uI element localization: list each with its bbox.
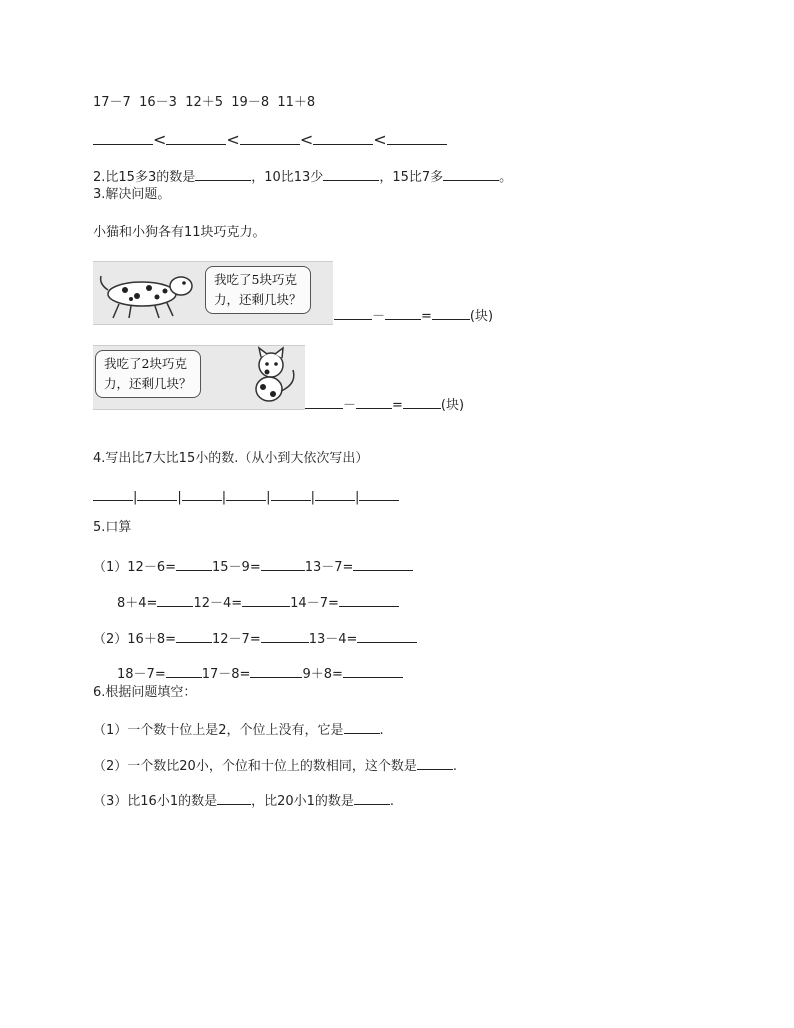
answer-blank[interactable]	[305, 396, 343, 409]
answer-blank[interactable]	[403, 396, 441, 409]
question-text: ，比20小1的数是	[251, 794, 354, 809]
item-label: （1）	[93, 560, 128, 575]
answer-blank[interactable]	[315, 488, 355, 501]
calc-expression: 12－7=	[212, 632, 261, 647]
bubble-text: 力，还剩几块？	[104, 376, 192, 391]
equals-sign: =	[392, 398, 403, 413]
expression: 12＋5	[185, 95, 224, 110]
bubble-text: 我吃了5块巧克	[214, 272, 297, 287]
cat-speech-bubble	[95, 350, 201, 398]
answer-blank[interactable]	[359, 488, 399, 501]
answer-blank[interactable]	[93, 132, 153, 145]
separator: |	[266, 490, 271, 505]
unit-label: (块)	[440, 398, 465, 413]
q2-line	[93, 168, 512, 186]
expression: 19－8	[231, 95, 270, 110]
dog-icon	[97, 266, 197, 320]
q5-row-4	[117, 665, 403, 683]
less-than-sign: <	[226, 130, 240, 149]
separator: |	[221, 490, 227, 505]
calc-expression: 12－4=	[193, 596, 243, 611]
separator: |	[354, 490, 360, 505]
bubble-text: 我吃了2块巧克	[104, 356, 187, 371]
separator: |	[133, 490, 138, 505]
answer-blank[interactable]	[182, 488, 222, 501]
answer-blank[interactable]	[166, 132, 226, 145]
answer-blank[interactable]	[385, 307, 421, 320]
answer-blank[interactable]	[323, 168, 379, 181]
q6-item-3	[93, 792, 394, 810]
answer-blank[interactable]	[166, 665, 202, 678]
dog-illustration	[93, 261, 333, 325]
expression: 11＋8	[277, 95, 316, 110]
question-text: （1）一个数十位上是2，个位上没有，它是	[93, 723, 344, 738]
q5-row-3	[93, 630, 417, 648]
question-text: .	[452, 759, 457, 774]
answer-blank[interactable]	[261, 630, 309, 643]
less-than-sign: <	[373, 130, 387, 149]
q6-title: 6.根据问题填空：	[93, 685, 197, 700]
q1-expressions	[93, 95, 315, 111]
q3-title: 3.解决问题。	[93, 187, 171, 202]
cat-icon	[245, 348, 303, 406]
q5-row-2	[117, 594, 399, 612]
answer-blank[interactable]	[195, 168, 251, 181]
unit-label: (块)	[469, 309, 494, 324]
expression: 17－7	[93, 95, 131, 110]
answer-blank[interactable]	[176, 630, 212, 643]
item-label: （2）	[93, 632, 128, 647]
answer-blank[interactable]	[261, 558, 305, 571]
q2-text: ，15比7多	[379, 170, 444, 185]
calc-expression: 8＋4=	[117, 596, 158, 611]
answer-blank[interactable]	[353, 558, 413, 571]
minus-sign: －	[372, 309, 386, 324]
calc-expression: 12－6=	[127, 560, 176, 575]
question-text: .	[389, 794, 395, 809]
calc-expression: 9＋8=	[302, 667, 343, 682]
equals-sign: =	[421, 309, 432, 324]
dog-speech-bubble	[205, 266, 311, 314]
separator: |	[177, 490, 182, 505]
calc-expression: 15－9=	[212, 560, 261, 575]
question-text: （2）一个数比20小，个位和十位上的数相同，这个数是	[93, 759, 417, 774]
cat-illustration	[93, 345, 305, 410]
answer-blank[interactable]	[356, 396, 392, 409]
q6-item-1	[93, 721, 384, 739]
q2-text: ，10比13少	[251, 170, 324, 185]
calc-expression: 18－7=	[117, 667, 166, 682]
q4-answer-row	[93, 488, 399, 506]
q1-compare-row	[93, 132, 447, 148]
q5-row-1	[93, 558, 413, 576]
answer-blank[interactable]	[242, 594, 290, 607]
calc-expression: 17－8=	[201, 667, 251, 682]
separator: |	[310, 490, 315, 505]
calc-expression: 13－4=	[308, 632, 358, 647]
q4-title: 4.写出比7大比15小的数.（从小到大依次写出）	[93, 451, 369, 466]
answer-blank[interactable]	[240, 132, 300, 145]
answer-blank[interactable]	[354, 792, 390, 805]
answer-blank[interactable]	[226, 488, 266, 501]
answer-blank[interactable]	[417, 757, 453, 770]
answer-blank[interactable]	[443, 168, 499, 181]
answer-blank[interactable]	[344, 721, 380, 734]
answer-blank[interactable]	[313, 132, 373, 145]
answer-blank[interactable]	[339, 594, 399, 607]
answer-blank[interactable]	[93, 488, 133, 501]
q2-text: 2.比15多3的数是	[93, 170, 196, 185]
answer-blank[interactable]	[432, 307, 470, 320]
q3-intro: 小猫和小狗各有11块巧克力。	[93, 225, 266, 240]
cat-equation	[305, 396, 464, 414]
minus-sign: －	[343, 398, 357, 413]
expression: 16－3	[139, 95, 177, 110]
answer-blank[interactable]	[137, 488, 177, 501]
less-than-sign: <	[153, 130, 167, 149]
calc-expression: 14－7=	[290, 596, 339, 611]
dog-equation	[334, 307, 493, 325]
q2-text: 。	[499, 170, 513, 185]
answer-blank[interactable]	[343, 665, 403, 678]
question-text: .	[379, 723, 384, 738]
answer-blank[interactable]	[271, 488, 311, 501]
calc-expression: 16＋8=	[127, 632, 176, 647]
answer-blank[interactable]	[387, 132, 447, 145]
answer-blank[interactable]	[334, 307, 372, 320]
q5-title: 5.口算	[93, 520, 132, 535]
calc-expression: 13－7=	[304, 560, 354, 575]
answer-blank[interactable]	[157, 594, 193, 607]
answer-blank[interactable]	[250, 665, 302, 678]
less-than-sign: <	[299, 130, 314, 149]
q6-item-2	[93, 757, 457, 775]
question-text: （3）比16小1的数是	[93, 794, 218, 809]
answer-blank[interactable]	[357, 630, 417, 643]
bubble-text: 力，还剩几块？	[214, 292, 302, 307]
answer-blank[interactable]	[217, 792, 251, 805]
answer-blank[interactable]	[176, 558, 212, 571]
